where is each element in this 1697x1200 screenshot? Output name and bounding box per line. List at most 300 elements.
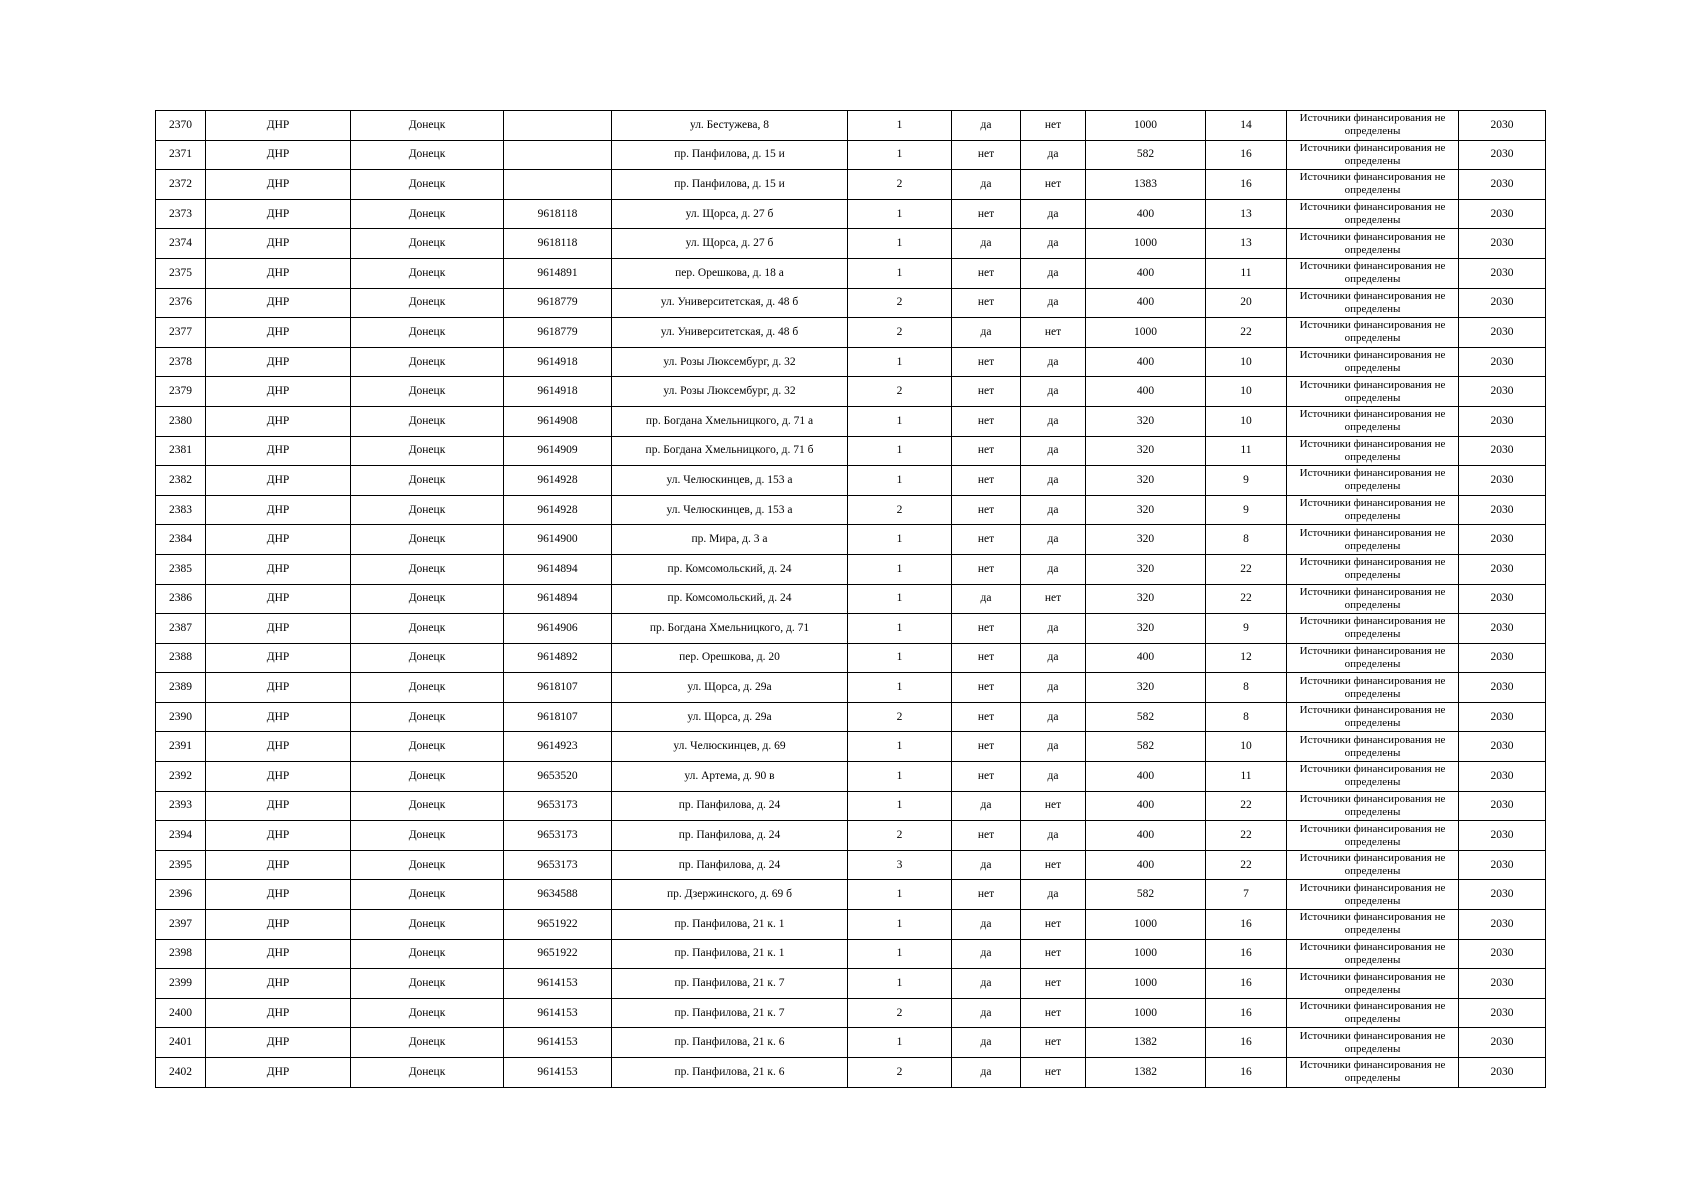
table-row <box>156 998 1546 1028</box>
flag-a-cell: нет <box>952 258 1021 288</box>
flag-a-cell: нет <box>952 643 1021 673</box>
row-number-cell: 2384 <box>156 525 206 555</box>
entrance-cell: 1 <box>848 258 952 288</box>
flag-b-cell: нет <box>1021 939 1086 969</box>
flag-a-cell: да <box>952 998 1021 1028</box>
flag-a-cell: да <box>952 170 1021 200</box>
year-cell: 2030 <box>1459 850 1546 880</box>
code-cell: 9614894 <box>504 554 612 584</box>
floors-cell: 10 <box>1206 377 1287 407</box>
floors-cell: 10 <box>1206 347 1287 377</box>
code-cell: 9614928 <box>504 495 612 525</box>
flag-b-cell: да <box>1021 702 1086 732</box>
floors-cell: 13 <box>1206 199 1287 229</box>
region-cell: ДНР <box>206 318 351 348</box>
value-cell: 320 <box>1086 584 1206 614</box>
region-cell: ДНР <box>206 495 351 525</box>
table-row <box>156 406 1546 436</box>
entrance-cell: 2 <box>848 1058 952 1088</box>
code-cell: 9618118 <box>504 199 612 229</box>
city-cell: Донецк <box>351 910 504 940</box>
city-cell: Донецк <box>351 1028 504 1058</box>
region-cell: ДНР <box>206 998 351 1028</box>
funding-note-cell: Источники финансирования не определены <box>1287 229 1459 259</box>
region-cell: ДНР <box>206 850 351 880</box>
row-number-cell: 2395 <box>156 850 206 880</box>
row-number-cell: 2372 <box>156 170 206 200</box>
value-cell: 320 <box>1086 436 1206 466</box>
floors-cell: 22 <box>1206 821 1287 851</box>
code-cell: 9614900 <box>504 525 612 555</box>
address-cell: ул. Розы Люксембург, д. 32 <box>612 347 848 377</box>
address-cell: пр. Дзержинского, д. 69 б <box>612 880 848 910</box>
table-row <box>156 229 1546 259</box>
flag-a-cell: да <box>952 1028 1021 1058</box>
address-cell: ул. Щорса, д. 29а <box>612 673 848 703</box>
flag-b-cell: да <box>1021 495 1086 525</box>
flag-a-cell: да <box>952 939 1021 969</box>
funding-note-cell: Источники финансирования не определены <box>1287 406 1459 436</box>
entrance-cell: 1 <box>848 880 952 910</box>
address-cell: пер. Орешкова, д. 18 а <box>612 258 848 288</box>
floors-cell: 9 <box>1206 495 1287 525</box>
code-cell: 9614906 <box>504 614 612 644</box>
value-cell: 400 <box>1086 643 1206 673</box>
flag-a-cell: нет <box>952 762 1021 792</box>
year-cell: 2030 <box>1459 436 1546 466</box>
entrance-cell: 2 <box>848 702 952 732</box>
funding-note-cell: Источники финансирования не определены <box>1287 436 1459 466</box>
funding-note-cell: Источники финансирования не определены <box>1287 111 1459 141</box>
table-row <box>156 732 1546 762</box>
entrance-cell: 1 <box>848 969 952 999</box>
row-number-cell: 2373 <box>156 199 206 229</box>
flag-b-cell: нет <box>1021 791 1086 821</box>
code-cell: 9618107 <box>504 702 612 732</box>
code-cell: 9618118 <box>504 229 612 259</box>
floors-cell: 16 <box>1206 998 1287 1028</box>
flag-b-cell: да <box>1021 229 1086 259</box>
floors-cell: 10 <box>1206 732 1287 762</box>
table-row <box>156 614 1546 644</box>
address-cell: ул. Розы Люксембург, д. 32 <box>612 377 848 407</box>
entrance-cell: 1 <box>848 229 952 259</box>
code-cell: 9614153 <box>504 998 612 1028</box>
flag-b-cell: да <box>1021 880 1086 910</box>
row-number-cell: 2376 <box>156 288 206 318</box>
region-cell: ДНР <box>206 377 351 407</box>
funding-note-cell: Источники финансирования не определены <box>1287 880 1459 910</box>
entrance-cell: 1 <box>848 140 952 170</box>
code-cell: 9614918 <box>504 377 612 407</box>
value-cell: 400 <box>1086 821 1206 851</box>
entrance-cell: 1 <box>848 732 952 762</box>
region-cell: ДНР <box>206 673 351 703</box>
year-cell: 2030 <box>1459 111 1546 141</box>
floors-cell: 7 <box>1206 880 1287 910</box>
table-row <box>156 702 1546 732</box>
flag-a-cell: да <box>952 111 1021 141</box>
address-cell: ул. Университетская, д. 48 б <box>612 288 848 318</box>
flag-b-cell: да <box>1021 673 1086 703</box>
flag-b-cell: да <box>1021 406 1086 436</box>
city-cell: Донецк <box>351 406 504 436</box>
value-cell: 320 <box>1086 495 1206 525</box>
flag-a-cell: нет <box>952 466 1021 496</box>
flag-a-cell: да <box>952 850 1021 880</box>
funding-note-cell: Источники финансирования не определены <box>1287 318 1459 348</box>
value-cell: 1382 <box>1086 1058 1206 1088</box>
address-cell: ул. Университетская, д. 48 б <box>612 318 848 348</box>
city-cell: Донецк <box>351 495 504 525</box>
code-cell: 9618779 <box>504 288 612 318</box>
year-cell: 2030 <box>1459 643 1546 673</box>
year-cell: 2030 <box>1459 673 1546 703</box>
flag-b-cell: нет <box>1021 1058 1086 1088</box>
code-cell: 9614894 <box>504 584 612 614</box>
code-cell: 9634588 <box>504 880 612 910</box>
region-cell: ДНР <box>206 732 351 762</box>
year-cell: 2030 <box>1459 732 1546 762</box>
city-cell: Донецк <box>351 288 504 318</box>
row-number-cell: 2383 <box>156 495 206 525</box>
code-cell <box>504 111 612 141</box>
flag-b-cell: да <box>1021 732 1086 762</box>
entrance-cell: 2 <box>848 288 952 318</box>
entrance-cell: 2 <box>848 377 952 407</box>
row-number-cell: 2377 <box>156 318 206 348</box>
address-cell: пр. Панфилова, 21 к. 7 <box>612 969 848 999</box>
funding-note-cell: Источники финансирования не определены <box>1287 1028 1459 1058</box>
floors-cell: 16 <box>1206 1058 1287 1088</box>
address-cell: ул. Артема, д. 90 в <box>612 762 848 792</box>
flag-b-cell: да <box>1021 821 1086 851</box>
address-cell: пр. Панфилова, д. 24 <box>612 791 848 821</box>
value-cell: 1000 <box>1086 998 1206 1028</box>
value-cell: 320 <box>1086 525 1206 555</box>
city-cell: Донецк <box>351 140 504 170</box>
code-cell: 9614909 <box>504 436 612 466</box>
flag-a-cell: да <box>952 584 1021 614</box>
table-body <box>156 111 1546 1088</box>
row-number-cell: 2399 <box>156 969 206 999</box>
table-row <box>156 880 1546 910</box>
region-cell: ДНР <box>206 791 351 821</box>
address-cell: ул. Бестужева, 8 <box>612 111 848 141</box>
year-cell: 2030 <box>1459 199 1546 229</box>
funding-note-cell: Источники финансирования не определены <box>1287 910 1459 940</box>
value-cell: 1000 <box>1086 939 1206 969</box>
entrance-cell: 1 <box>848 199 952 229</box>
flag-b-cell: нет <box>1021 998 1086 1028</box>
entrance-cell: 1 <box>848 584 952 614</box>
floors-cell: 22 <box>1206 584 1287 614</box>
entrance-cell: 1 <box>848 554 952 584</box>
flag-b-cell: нет <box>1021 318 1086 348</box>
flag-a-cell: да <box>952 910 1021 940</box>
row-number-cell: 2385 <box>156 554 206 584</box>
city-cell: Донецк <box>351 584 504 614</box>
entrance-cell: 1 <box>848 939 952 969</box>
row-number-cell: 2392 <box>156 762 206 792</box>
floors-cell: 22 <box>1206 554 1287 584</box>
city-cell: Донецк <box>351 969 504 999</box>
table-row <box>156 436 1546 466</box>
year-cell: 2030 <box>1459 229 1546 259</box>
region-cell: ДНР <box>206 939 351 969</box>
region-cell: ДНР <box>206 880 351 910</box>
flag-a-cell: нет <box>952 199 1021 229</box>
floors-cell: 10 <box>1206 406 1287 436</box>
funding-note-cell: Источники финансирования не определены <box>1287 466 1459 496</box>
row-number-cell: 2380 <box>156 406 206 436</box>
entrance-cell: 1 <box>848 436 952 466</box>
flag-b-cell: нет <box>1021 910 1086 940</box>
value-cell: 1000 <box>1086 910 1206 940</box>
entrance-cell: 2 <box>848 821 952 851</box>
city-cell: Донецк <box>351 377 504 407</box>
table-row <box>156 140 1546 170</box>
table-row <box>156 584 1546 614</box>
flag-b-cell: да <box>1021 614 1086 644</box>
address-cell: ул. Щорса, д. 27 б <box>612 229 848 259</box>
address-cell: пер. Орешкова, д. 20 <box>612 643 848 673</box>
year-cell: 2030 <box>1459 466 1546 496</box>
funding-note-cell: Источники финансирования не определены <box>1287 1058 1459 1088</box>
floors-cell: 14 <box>1206 111 1287 141</box>
row-number-cell: 2393 <box>156 791 206 821</box>
flag-a-cell: нет <box>952 732 1021 762</box>
code-cell <box>504 140 612 170</box>
row-number-cell: 2386 <box>156 584 206 614</box>
region-cell: ДНР <box>206 969 351 999</box>
table-row <box>156 821 1546 851</box>
city-cell: Донецк <box>351 939 504 969</box>
value-cell: 1000 <box>1086 969 1206 999</box>
funding-note-cell: Источники финансирования не определены <box>1287 821 1459 851</box>
value-cell: 1000 <box>1086 111 1206 141</box>
flag-a-cell: нет <box>952 377 1021 407</box>
table-row <box>156 466 1546 496</box>
year-cell: 2030 <box>1459 614 1546 644</box>
flag-a-cell: нет <box>952 880 1021 910</box>
region-cell: ДНР <box>206 288 351 318</box>
floors-cell: 9 <box>1206 466 1287 496</box>
code-cell: 9653173 <box>504 791 612 821</box>
region-cell: ДНР <box>206 111 351 141</box>
table-row <box>156 111 1546 141</box>
entrance-cell: 1 <box>848 762 952 792</box>
funding-note-cell: Источники финансирования не определены <box>1287 347 1459 377</box>
entrance-cell: 1 <box>848 406 952 436</box>
flag-a-cell: да <box>952 229 1021 259</box>
table-row <box>156 347 1546 377</box>
row-number-cell: 2370 <box>156 111 206 141</box>
value-cell: 400 <box>1086 791 1206 821</box>
funding-note-cell: Источники финансирования не определены <box>1287 702 1459 732</box>
funding-note-cell: Источники финансирования не определены <box>1287 791 1459 821</box>
year-cell: 2030 <box>1459 821 1546 851</box>
city-cell: Донецк <box>351 229 504 259</box>
table-row <box>156 495 1546 525</box>
funding-note-cell: Источники финансирования не определены <box>1287 288 1459 318</box>
year-cell: 2030 <box>1459 1028 1546 1058</box>
city-cell: Донецк <box>351 525 504 555</box>
table-row <box>156 673 1546 703</box>
floors-cell: 16 <box>1206 969 1287 999</box>
floors-cell: 8 <box>1206 702 1287 732</box>
year-cell: 2030 <box>1459 288 1546 318</box>
city-cell: Донецк <box>351 791 504 821</box>
value-cell: 1000 <box>1086 229 1206 259</box>
region-cell: ДНР <box>206 229 351 259</box>
flag-a-cell: нет <box>952 614 1021 644</box>
value-cell: 400 <box>1086 258 1206 288</box>
region-cell: ДНР <box>206 821 351 851</box>
city-cell: Донецк <box>351 554 504 584</box>
floors-cell: 22 <box>1206 791 1287 821</box>
year-cell: 2030 <box>1459 170 1546 200</box>
region-cell: ДНР <box>206 199 351 229</box>
flag-b-cell: да <box>1021 554 1086 584</box>
entrance-cell: 1 <box>848 347 952 377</box>
flag-a-cell: нет <box>952 554 1021 584</box>
year-cell: 2030 <box>1459 791 1546 821</box>
row-number-cell: 2398 <box>156 939 206 969</box>
city-cell: Донецк <box>351 762 504 792</box>
code-cell: 9651922 <box>504 910 612 940</box>
region-cell: ДНР <box>206 170 351 200</box>
value-cell: 400 <box>1086 347 1206 377</box>
value-cell: 582 <box>1086 702 1206 732</box>
floors-cell: 11 <box>1206 258 1287 288</box>
value-cell: 400 <box>1086 850 1206 880</box>
flag-a-cell: да <box>952 1058 1021 1088</box>
flag-b-cell: да <box>1021 466 1086 496</box>
floors-cell: 8 <box>1206 673 1287 703</box>
address-cell: пр. Панфилова, д. 24 <box>612 850 848 880</box>
flag-b-cell: да <box>1021 140 1086 170</box>
address-cell: пр. Панфилова, 21 к. 1 <box>612 939 848 969</box>
city-cell: Донецк <box>351 850 504 880</box>
row-number-cell: 2374 <box>156 229 206 259</box>
funding-note-cell: Источники финансирования не определены <box>1287 525 1459 555</box>
flag-b-cell: нет <box>1021 584 1086 614</box>
region-cell: ДНР <box>206 910 351 940</box>
region-cell: ДНР <box>206 584 351 614</box>
year-cell: 2030 <box>1459 377 1546 407</box>
table-row <box>156 258 1546 288</box>
city-cell: Донецк <box>351 1058 504 1088</box>
flag-b-cell: нет <box>1021 111 1086 141</box>
city-cell: Донецк <box>351 466 504 496</box>
city-cell: Донецк <box>351 318 504 348</box>
row-number-cell: 2394 <box>156 821 206 851</box>
entrance-cell: 1 <box>848 643 952 673</box>
year-cell: 2030 <box>1459 347 1546 377</box>
flag-b-cell: да <box>1021 643 1086 673</box>
funding-note-cell: Источники финансирования не определены <box>1287 199 1459 229</box>
address-cell: пр. Панфилова, 21 к. 7 <box>612 998 848 1028</box>
address-cell: пр. Комсомольский, д. 24 <box>612 584 848 614</box>
address-cell: пр. Богдана Хмельницкого, д. 71 б <box>612 436 848 466</box>
city-cell: Донецк <box>351 821 504 851</box>
year-cell: 2030 <box>1459 495 1546 525</box>
funding-note-cell: Источники финансирования не определены <box>1287 850 1459 880</box>
code-cell: 9614891 <box>504 258 612 288</box>
floors-cell: 11 <box>1206 436 1287 466</box>
table-row <box>156 318 1546 348</box>
entrance-cell: 2 <box>848 318 952 348</box>
code-cell: 9614928 <box>504 466 612 496</box>
row-number-cell: 2396 <box>156 880 206 910</box>
year-cell: 2030 <box>1459 702 1546 732</box>
address-cell: пр. Панфилова, 21 к. 6 <box>612 1028 848 1058</box>
region-cell: ДНР <box>206 702 351 732</box>
flag-a-cell: да <box>952 318 1021 348</box>
row-number-cell: 2387 <box>156 614 206 644</box>
year-cell: 2030 <box>1459 969 1546 999</box>
city-cell: Донецк <box>351 998 504 1028</box>
city-cell: Донецк <box>351 880 504 910</box>
flag-b-cell: да <box>1021 347 1086 377</box>
floors-cell: 22 <box>1206 850 1287 880</box>
flag-b-cell: да <box>1021 288 1086 318</box>
year-cell: 2030 <box>1459 910 1546 940</box>
funding-note-cell: Источники финансирования не определены <box>1287 762 1459 792</box>
city-cell: Донецк <box>351 436 504 466</box>
document-table <box>155 110 1546 1088</box>
address-cell: ул. Челюскинцев, д. 153 а <box>612 466 848 496</box>
table-row <box>156 939 1546 969</box>
funding-note-cell: Источники финансирования не определены <box>1287 377 1459 407</box>
row-number-cell: 2379 <box>156 377 206 407</box>
code-cell: 9614908 <box>504 406 612 436</box>
address-cell: пр. Панфилова, д. 24 <box>612 821 848 851</box>
address-cell: пр. Панфилова, 21 к. 6 <box>612 1058 848 1088</box>
year-cell: 2030 <box>1459 1058 1546 1088</box>
table-row <box>156 170 1546 200</box>
row-number-cell: 2382 <box>156 466 206 496</box>
city-cell: Донецк <box>351 732 504 762</box>
address-cell: пр. Панфилова, д. 15 и <box>612 170 848 200</box>
funding-note-cell: Источники финансирования не определены <box>1287 673 1459 703</box>
flag-a-cell: нет <box>952 702 1021 732</box>
table-row <box>156 377 1546 407</box>
region-cell: ДНР <box>206 1028 351 1058</box>
entrance-cell: 2 <box>848 998 952 1028</box>
code-cell: 9614153 <box>504 1058 612 1088</box>
floors-cell: 8 <box>1206 525 1287 555</box>
row-number-cell: 2371 <box>156 140 206 170</box>
address-cell: пр. Панфилова, 21 к. 1 <box>612 910 848 940</box>
value-cell: 582 <box>1086 880 1206 910</box>
year-cell: 2030 <box>1459 258 1546 288</box>
floors-cell: 16 <box>1206 1028 1287 1058</box>
table-row <box>156 525 1546 555</box>
flag-a-cell: нет <box>952 347 1021 377</box>
floors-cell: 16 <box>1206 910 1287 940</box>
row-number-cell: 2402 <box>156 1058 206 1088</box>
flag-a-cell: нет <box>952 525 1021 555</box>
region-cell: ДНР <box>206 614 351 644</box>
region-cell: ДНР <box>206 347 351 377</box>
row-number-cell: 2389 <box>156 673 206 703</box>
row-number-cell: 2390 <box>156 702 206 732</box>
table-row <box>156 554 1546 584</box>
address-cell: пр. Мира, д. 3 а <box>612 525 848 555</box>
flag-b-cell: нет <box>1021 1028 1086 1058</box>
